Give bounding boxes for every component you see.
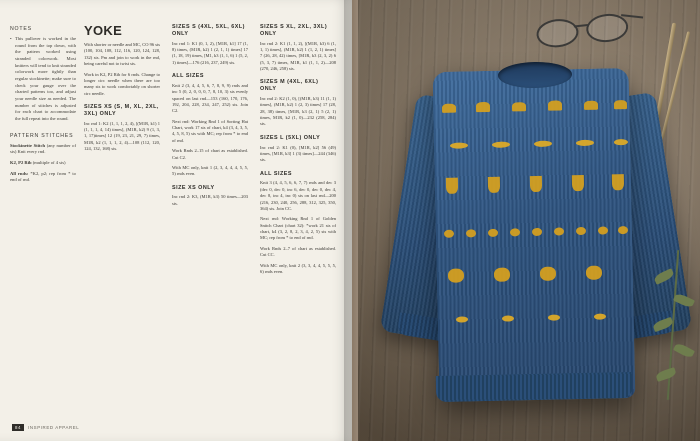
section-heading: SIZES L (5XL) ONLY [260,134,321,141]
paragraph: Inc rnd 2: K1 (0), [M1R, k2] 56 (49) times, [M1R, k3] 1 (3) times]—244 (346) sts. [260,144,336,163]
pattern-stitch-name: K2, P2 Rib [10,159,32,165]
paragraph: With MC only, knit 1 (2, 3, 4, 4, 4, 5, 5, 5) rnds even. [172,164,248,177]
pattern-stitches-block [10,143,76,184]
folio [12,424,79,431]
pattern-stitch-text: (multiple of 4 sts) [32,159,66,165]
colorwork-band-cup [436,172,632,198]
paragraph: Work Rnds 2–7 of chart as established. Cut CC. [260,245,336,258]
notes-list [10,36,76,123]
section-heading: SIZES S XL, 2XL, 3XL) ONLY [260,24,328,37]
paragraph: Next rnd: Working Rnd 1 of Golden Snitch Chart (chart 32): *work 21 sts of chart, k4 (3, 2, 8, 2, 3, 4, 2, 5) sts with MC; rep from * to end of rnd. [260,216,336,241]
page-number: 84 [12,424,24,431]
notes-column [10,26,76,188]
pattern-stitches-heading: PATTERN STITCHES [10,132,74,139]
leaf [673,292,695,309]
section-heading: SIZES S (4XL, 5XL, 6XL) ONLY [172,24,245,37]
right-photo-page [358,0,700,441]
pattern-stitch-text: (any number of sts) Knit every rnd. [10,142,76,155]
pattern-column-1 [84,24,160,156]
pattern-column-2 [172,24,248,211]
paragraph: Next rnd: Working Rnd 1 of Sorting Hat Chart, work 17 sts of chart, k4 (3, 4, 3, 5, 4, 5, 8, 5) sts with MC; rep from * to end of rnd. [172,118,248,143]
leaf [673,342,695,359]
glasses-temple [621,14,643,18]
lens-left [535,17,580,49]
pattern-stitch-entry [10,160,76,167]
section-heading: SIZES M (4XL, 6XL) ONLY [260,79,319,93]
list-item: • This pullover is worked in the round from the top down, with the pattern worked using stranded colorwork. Most knitters will tend to knit stranded colorwork more tightly than regular stockinette; make sure to check your gauge over the charted patterns too, and adjust your needle size as needed. The number of stitches is adjusted for each chart to accommodate the full repeat into the round. [10,36,76,123]
paragraph: Work Rnds 2–15 of chart as established. Cut C2. [172,148,248,160]
leaf [655,367,677,382]
paragraph: Inc rnd 1: K2 (1, 1, 1, 2, 4), [(M1R, k1) 1 (1, 1, 1, 4, 14) times], (M1R, k2) 9 (1, 3, 1, 17)times] 12 (19, 23, 21, 29, 7) times, M1R, k2 (1, 1, 1, 2, 4)—108 (112, 120, 124, 132, 168) sts. [84,120,160,151]
section-heading: SIZES XS (S, M, XL, 2XL, 3XL) ONLY [84,104,159,117]
leaf [653,268,675,285]
paragraph: Inc rnd 2: K2 (1, 0), [(M1R, k3) 11 (1, 1) times], (M1R, k2) 1 (2, 3) times] 17 (28, 28, 38) times, [M1R, k3 (2, 1) 5 (2, 1) times, M1R, k2 (1, 0)—232 (258, 284) sts. [260,95,336,127]
pattern-stitch-entry [10,171,76,184]
plant-sprig [650,250,696,400]
pattern-stitch-entry [10,143,76,156]
pattern-stitch-name: Stockinette Stitch [10,142,46,148]
folio-label: INSPIRED APPAREL [28,425,80,430]
paragraph: Knit 3 (4, 4, 5, 6, 6, 7, 7) rnds and dec 3 (dec 0, dec 0, inc 6, dec 0, dec 0, dec 4, dec 8, inc 4, inc 0) sts on last rnd—200 (216, 230, 240, 256, 288, 312, 325, 350, 364) sts. Join CC. [260,180,336,211]
notes-heading: NOTES [10,26,32,32]
pattern-body [84,24,336,404]
paragraph: With shorter or needle and MC, CO 96 sts (100, 104, 108, 112, 116, 120, 124, 128, 132) sts. Pm and join to work in the rnd, being careful not to twist sts. [84,42,160,67]
section-heading: ALL SIZES [172,73,204,79]
section-heading: SIZE XS ONLY [172,184,215,191]
pattern-stitch-name: All rnds: [10,170,29,176]
pattern-stitch-text: *K2, p2; rep from * to end of rnd. [10,170,76,183]
paragraph: Work in K2, P2 Rib for 6 rnds. Change to longer circ needle when there are too many sts to work comfortably on shorter circ needle. [84,71,160,96]
colorwork-band-pumpkin [436,262,632,288]
section-heading: ALL SIZES [260,170,292,177]
paragraph: Inc rnd 2: K3, (M1R, k3) 50 times—203 sts. [172,194,248,206]
page-title: YOKE [84,23,123,38]
paragraph: Inc rnd 2: K1 (1, 1, 2), [(M1R, k3) 6 (1, 1, 1) times], (M1R, k2) 1 (1, 2, 1) times] 7 (26, 28, 42) times, [M1R, k3 (2, 3, 2) 6 (5, 3, 7) times, M1R, k1 (1, 1, 2)—208 (270, 246, 258) sts. [260,40,336,71]
pattern-column-3 [260,24,336,279]
knitted-pullover [394,12,672,422]
hem-ribbing [436,372,633,402]
paragraph: Inc rnd 1: K1 (0, 1, 2), [M1R, k1] 17 (1, 8) times, (M1R, k2) 1 (2, 1, 1) times] 17 (1, 18, 19) times, [M1, k3 (1, 1, 6) 1 (5, 2, 1) times]—176 (216, 237, 249) sts. [172,40,248,65]
paragraph: Knit 2 (3, 4, 4, 5, 6, 7, 8, 9, 9) rnds and inc 5 (0, 2, 0, 0, 0, 7, 8, 10, 3) sts evenly spaced on last rnd—153 (160, 170, 176, 192, 204, 228, 234, 247, 252) sts. Join C2. [172,82,248,114]
lens-right [585,12,630,44]
book-gutter [344,0,358,441]
paragraph: With MC only, knit 2 (3, 3, 4, 4, 5, 5, 5, 6) rnds even. [260,262,336,274]
